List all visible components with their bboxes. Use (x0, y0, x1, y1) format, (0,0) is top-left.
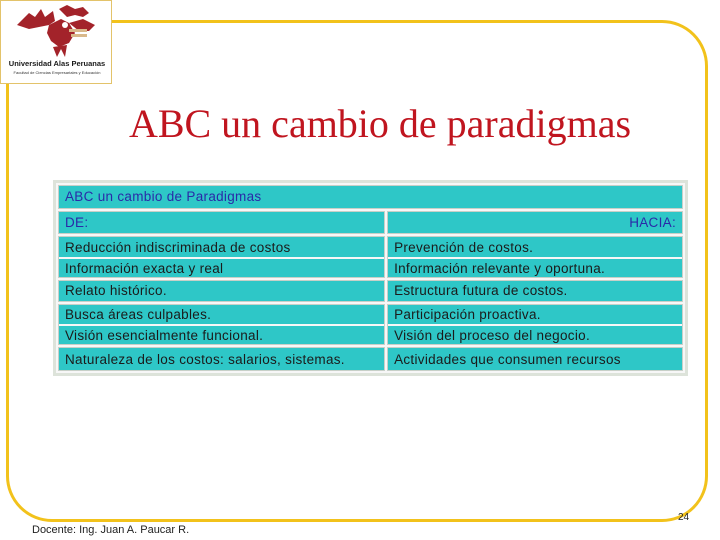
cell-from: Busca áreas culpables. (65, 307, 212, 323)
slide-title: ABC un cambio de paradigmas (128, 101, 632, 146)
cell-to: Estructura futura de costos. (387, 280, 683, 302)
page-number: 24 (678, 512, 690, 523)
cell-to: Visión del proceso del negocio. (388, 324, 682, 344)
cell-to: Participación proactiva. (394, 307, 541, 323)
cell-from: Relato histórico. (58, 280, 385, 302)
cell-to: Información relevante y oportuna. (388, 257, 682, 277)
condor-emblem-icon (9, 3, 105, 59)
cell-to: Prevención de costos. (394, 239, 534, 255)
cell-from: Naturaleza de los costos: salarios, sistemas. (58, 347, 385, 371)
table-row (58, 347, 683, 371)
paradigm-table (53, 180, 688, 376)
logo-subtitle: Facultad de Ciencias Empresariales y Educación (13, 70, 101, 75)
table-row (58, 236, 683, 278)
logo-university-name: Universidad Alas Peruanas (8, 59, 106, 68)
table-row (58, 280, 683, 302)
slide-footer: Docente: Ing. Juan A. Paucar R. (32, 524, 190, 536)
cell-from: Información exacta y real (59, 257, 384, 277)
cell-from: Reducción indiscriminada de costos (65, 239, 291, 255)
cell-to: Actividades que consumen recursos (387, 347, 683, 371)
table-caption: ABC un cambio de Paradigmas (58, 185, 683, 209)
cell-from: Visión esencialmente funcional. (59, 324, 384, 344)
university-logo (0, 0, 112, 84)
column-header-from: DE: (58, 211, 385, 235)
column-header-to: HACIA: (387, 211, 683, 235)
table-row (58, 304, 683, 346)
